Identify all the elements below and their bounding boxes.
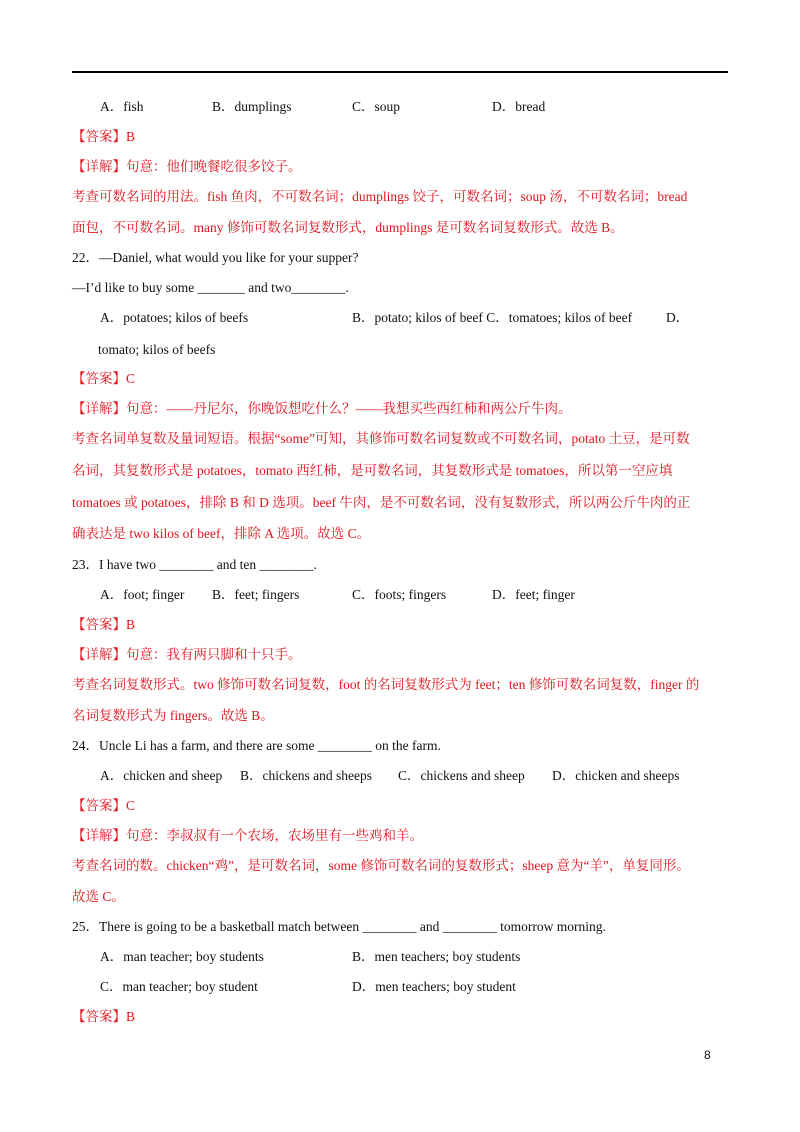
q22-explain: 【详解】句意：——丹尼尔，你晚饭想吃什么？——我想买些西红柿和两公斤牛肉。 — [72, 401, 572, 416]
q24-option-b: B．chickens and sheeps — [240, 768, 372, 783]
q24-detail-line: 故选 C。 — [72, 889, 125, 904]
q21-option-d: D．bread — [492, 99, 546, 114]
q25-option-d: D．men teachers; boy student — [352, 979, 516, 994]
q22-option-d: D． — [666, 310, 690, 325]
q22-option-a: A．potatoes; kilos of beefs — [100, 310, 249, 325]
q25-stem: 25．There is going to be a basketball match between ________ and ________ tomorrow morning. — [72, 919, 606, 934]
q23-option-b: B．feet; fingers — [212, 587, 300, 602]
q24-option-a: A．chicken and sheep — [100, 768, 223, 783]
q25-option-a: A．man teacher; boy students — [100, 949, 264, 964]
q21-answer: 【答案】B — [72, 129, 136, 144]
q23-option-a: A．foot; finger — [100, 587, 185, 602]
q21-option-c: C．soup — [352, 99, 401, 114]
q21-option-a: A．fish — [100, 99, 144, 114]
q24-explain: 【详解】句意：李叔叔有一个农场，农场里有一些鸡和羊。 — [72, 828, 423, 843]
q23-option-c: C．foots; fingers — [352, 587, 447, 602]
q21-detail-line: 面包，不可数名词。many 修饰可数名词复数形式，dumplings 是可数名词复数形式。故选 B。 — [72, 220, 624, 235]
q22-stem: 22．—Daniel, what would you like for your supper? — [72, 250, 359, 265]
q23-explain: 【详解】句意：我有两只脚和十只手。 — [72, 647, 302, 662]
q23-answer: 【答案】B — [72, 617, 136, 632]
q22-stem-2: —I’d like to buy some _______ and two________. — [72, 280, 349, 295]
q21-detail-line: 考查可数名词的用法。fish 鱼肉，不可数名词；dumplings 饺子，可数名词；soup 汤，不可数名词；bread — [72, 189, 688, 204]
q23-detail-line: 考查名词复数形式。two 修饰可数名词复数，foot 的名词复数形式为 feet；ten 修饰可数名词复数，finger 的 — [72, 677, 700, 692]
q22-detail-line: tomatoes 或 potatoes，排除 B 和 D 选项。beef 牛肉，是不可数名词，没有复数形式，所以两公斤牛肉的正 — [72, 495, 691, 510]
q24-answer: 【答案】C — [72, 798, 136, 813]
q21-option-b: B．dumplings — [212, 99, 292, 114]
header-rule — [72, 71, 728, 73]
q25-option-c: C．man teacher; boy student — [100, 979, 258, 994]
q23-detail-line: 名词复数形式为 fingers。故选 B。 — [72, 708, 274, 723]
page-number: 8 — [704, 1048, 711, 1062]
q22-detail-line: 考查名词单复数及量词短语。根据“some”可知，其修饰可数名词复数或不可数名词，potato 土豆，是可数 — [72, 431, 690, 446]
q23-stem: 23．I have two ________ and ten ________. — [72, 557, 317, 572]
q24-stem: 24．Uncle Li has a farm, and there are some ________ on the farm. — [72, 738, 441, 753]
q24-option-c: C．chickens and sheep — [398, 768, 525, 783]
q24-option-d: D．chicken and sheeps — [552, 768, 680, 783]
q25-answer: 【答案】B — [72, 1009, 136, 1024]
q22-answer: 【答案】C — [72, 371, 136, 386]
q22-option-d-text: tomato; kilos of beefs — [98, 342, 216, 357]
q23-option-d: D．feet; finger — [492, 587, 575, 602]
q22-detail-line: 名词，其复数形式是 potatoes，tomato 西红柿，是可数名词，其复数形式是 tomatoes，所以第一空应填 — [72, 463, 673, 478]
q21-explain: 【详解】句意：他们晚餐吃很多饺子。 — [72, 159, 302, 174]
q24-detail-line: 考查名词的数。chicken“鸡”，是可数名词，some 修饰可数名词的复数形式；sheep 意为“羊”，单复同形。 — [72, 858, 690, 873]
q22-option-bc: B．potato; kilos of beef C．tomatoes; kilos of beef — [352, 310, 633, 325]
q25-option-b: B．men teachers; boy students — [352, 949, 521, 964]
q22-detail-line: 确表达是 two kilos of beef，排除 A 选项。故选 C。 — [72, 526, 371, 541]
